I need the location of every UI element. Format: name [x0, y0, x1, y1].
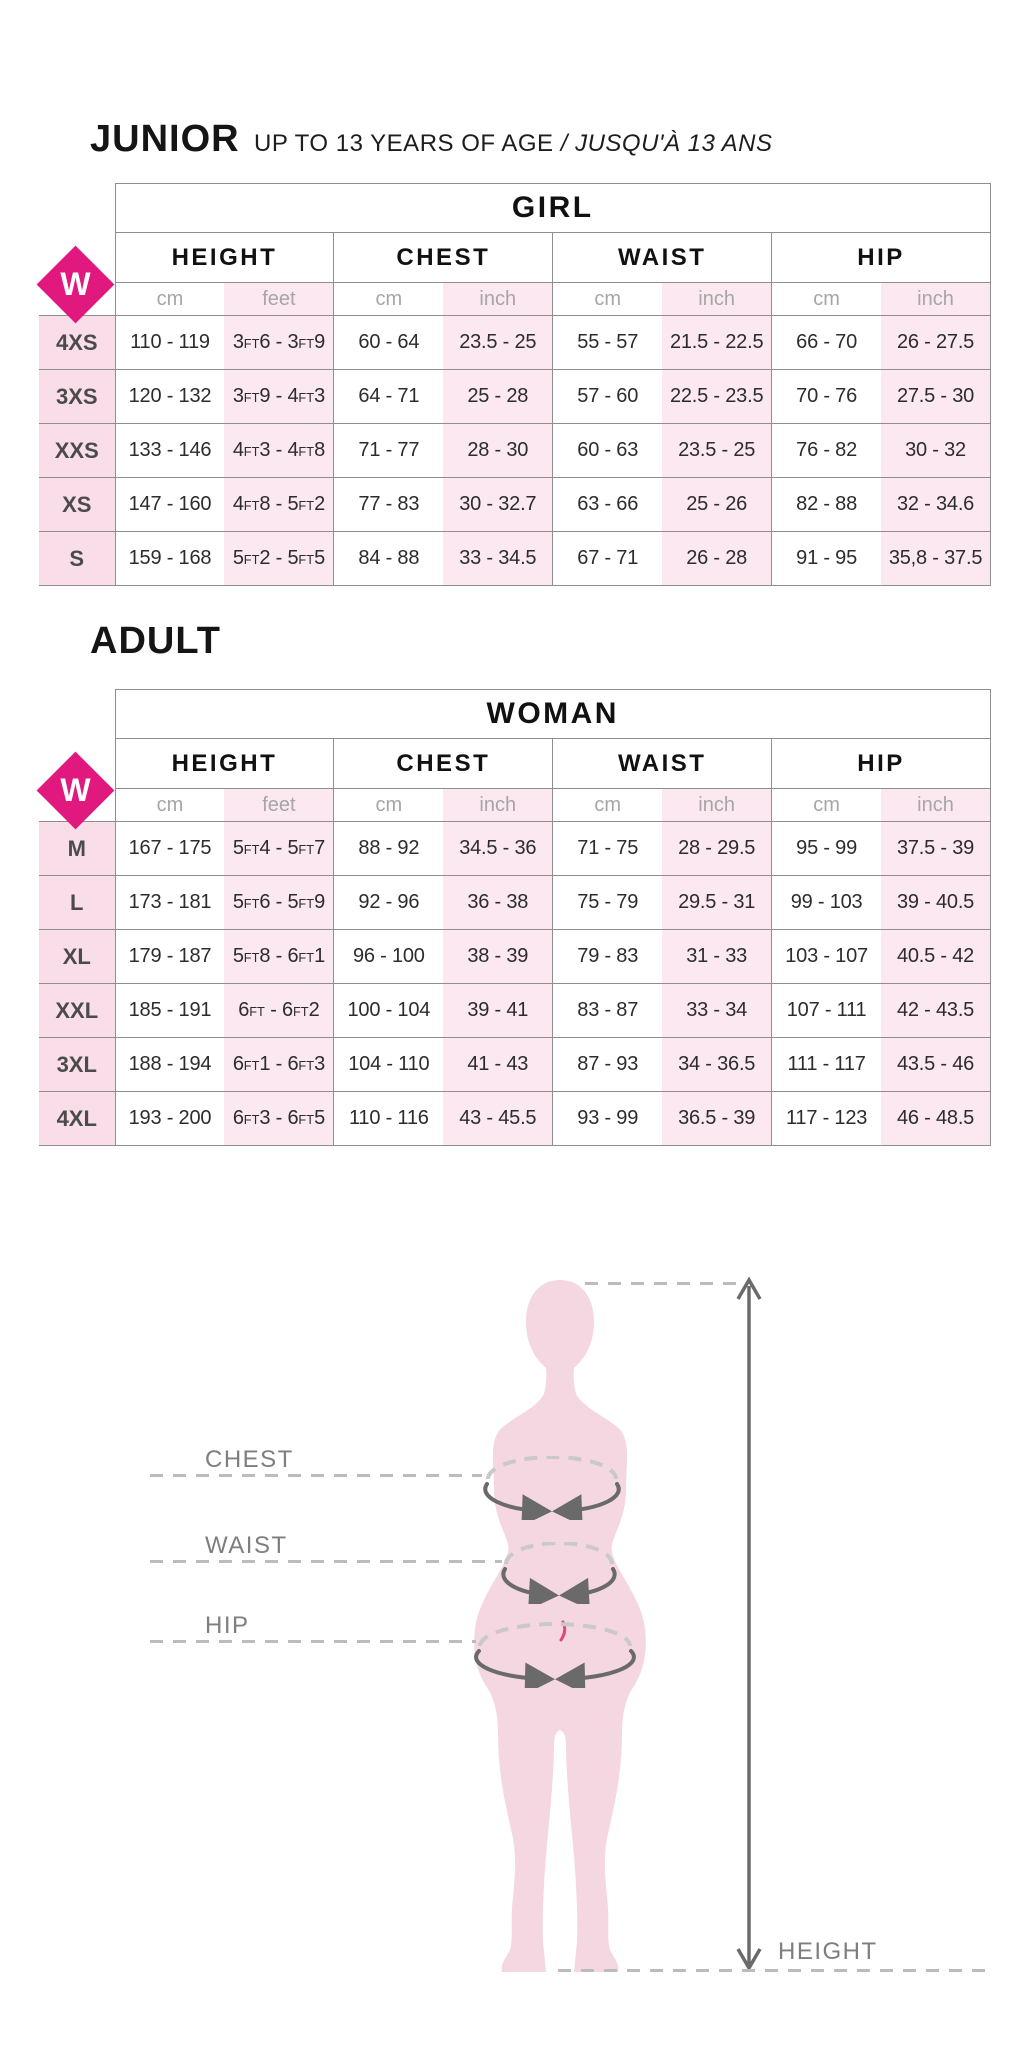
measurement-cell: 83 - 87 — [553, 984, 662, 1038]
measurement-cell: 77 - 83 — [334, 478, 443, 532]
size-row-l — [39, 876, 991, 930]
brand-logo-letter: W — [60, 266, 91, 302]
unit-header: cm — [115, 789, 224, 822]
measurement-cell: 39 - 40.5 — [881, 876, 990, 930]
brand-w-diamond-logo — [37, 752, 115, 830]
measurement-cell: 71 - 75 — [553, 822, 662, 876]
size-row-4xs — [39, 316, 991, 370]
measurement-cell: 159 - 168 — [115, 532, 224, 586]
measurement-cell: 33 - 34 — [662, 984, 771, 1038]
size-label: XS — [39, 478, 115, 532]
measurement-cell: 33 - 34.5 — [443, 532, 552, 586]
measurement-cell: 95 - 99 — [772, 822, 881, 876]
hip-label: HIP — [205, 1612, 250, 1639]
measurement-cell: 30 - 32 — [881, 424, 990, 478]
gutter-cell — [39, 690, 115, 739]
measurement-cell: 79 - 83 — [553, 930, 662, 984]
measurement-cell: 26 - 27.5 — [881, 316, 990, 370]
measurement-cell: 37.5 - 39 — [881, 822, 990, 876]
measurement-cell: 93 - 99 — [553, 1092, 662, 1146]
measurement-cell: 55 - 57 — [553, 316, 662, 370]
measurement-cell: 5FT6 - 5FT9 — [224, 876, 333, 930]
chest-measure-arrows-icon — [482, 1456, 622, 1525]
measurement-cell: 133 - 146 — [115, 424, 224, 478]
measurement-cell: 5FT2 - 5FT5 — [224, 532, 333, 586]
measurement-cell: 84 - 88 — [334, 532, 443, 586]
measurement-cell: 110 - 119 — [115, 316, 224, 370]
junior-girl-table-block — [39, 183, 991, 586]
measurement-cell: 25 - 26 — [662, 478, 771, 532]
adult-title: ADULT — [90, 620, 221, 662]
unit-header: inch — [662, 789, 771, 822]
measurement-cell: 107 - 111 — [772, 984, 881, 1038]
measurement-cell: 147 - 160 — [115, 478, 224, 532]
size-row-m — [39, 822, 991, 876]
unit-header: cm — [772, 789, 881, 822]
measurement-cell: 167 - 175 — [115, 822, 224, 876]
size-row-xs — [39, 478, 991, 532]
measurement-cell: 71 - 77 — [334, 424, 443, 478]
banner-row — [39, 184, 991, 233]
head-level-dash-line — [585, 1282, 745, 1285]
gutter-cell — [39, 184, 115, 233]
measurement-cell: 38 - 39 — [443, 930, 552, 984]
measurement-cell: 91 - 95 — [772, 532, 881, 586]
measurement-cell: 193 - 200 — [115, 1092, 224, 1146]
measurement-cell: 34.5 - 36 — [443, 822, 552, 876]
measurement-cell: 6FT - 6FT2 — [224, 984, 333, 1038]
measurement-cell: 5FT8 - 6FT1 — [224, 930, 333, 984]
measurement-cell: 66 - 70 — [772, 316, 881, 370]
measurement-cell: 23.5 - 25 — [443, 316, 552, 370]
unit-header: cm — [115, 283, 224, 316]
measurement-cell: 36.5 - 39 — [662, 1092, 771, 1146]
unit-header: inch — [662, 283, 771, 316]
unit-header: cm — [334, 283, 443, 316]
measurement-cell: 103 - 107 — [772, 930, 881, 984]
measurement-cell: 22.5 - 23.5 — [662, 370, 771, 424]
measurement-cell: 26 - 28 — [662, 532, 771, 586]
measurement-diagram — [0, 1274, 1032, 2004]
measurement-cell: 28 - 29.5 — [662, 822, 771, 876]
size-label: L — [39, 876, 115, 930]
column-group-hip: HIP — [772, 739, 991, 789]
unit-header: cm — [553, 789, 662, 822]
size-row-xxl — [39, 984, 991, 1038]
size-label: XL — [39, 930, 115, 984]
measurement-cell: 4FT3 - 4FT8 — [224, 424, 333, 478]
measurement-cell: 104 - 110 — [334, 1038, 443, 1092]
measurement-cell: 23.5 - 25 — [662, 424, 771, 478]
unit-header-row — [39, 283, 991, 316]
measurement-cell: 76 - 82 — [772, 424, 881, 478]
table-banner-woman: WOMAN — [115, 690, 991, 739]
size-row-3xs — [39, 370, 991, 424]
height-label: HEIGHT — [778, 1938, 878, 1965]
adult-heading — [90, 620, 1032, 663]
brand-logo-letter: W — [60, 772, 91, 808]
measurement-cell: 34 - 36.5 — [662, 1038, 771, 1092]
girl-table-body — [39, 316, 991, 586]
junior-title: JUNIOR — [90, 118, 240, 160]
adult-woman-table-block — [39, 689, 991, 1146]
banner-row — [39, 690, 991, 739]
hip-measure-arrows-icon — [474, 1622, 636, 1693]
height-arrow-icon — [734, 1274, 764, 1974]
measurement-cell: 6FT3 - 6FT5 — [224, 1092, 333, 1146]
junior-subtitle-en: UP TO 13 YEARS OF AGE — [254, 130, 554, 157]
unit-header: feet — [224, 283, 333, 316]
waist-label: WAIST — [205, 1532, 288, 1559]
column-group-height: HEIGHT — [115, 233, 334, 283]
measurement-cell: 6FT1 - 6FT3 — [224, 1038, 333, 1092]
column-group-chest: CHEST — [334, 739, 553, 789]
measurement-cell: 42 - 43.5 — [881, 984, 990, 1038]
measurement-cell: 43.5 - 46 — [881, 1038, 990, 1092]
measurement-cell: 39 - 41 — [443, 984, 552, 1038]
size-label: M — [39, 822, 115, 876]
measurement-cell: 111 - 117 — [772, 1038, 881, 1092]
unit-header: cm — [334, 789, 443, 822]
table-banner-girl: GIRL — [115, 184, 991, 233]
measurement-cell: 60 - 63 — [553, 424, 662, 478]
junior-subtitle-fr: JUSQU'À 13 ANS — [575, 130, 773, 157]
size-row-xl — [39, 930, 991, 984]
measurement-cell: 3FT6 - 3FT9 — [224, 316, 333, 370]
size-row-4xl — [39, 1092, 991, 1146]
size-row-s — [39, 532, 991, 586]
waist-dash-line — [150, 1560, 502, 1563]
measurement-cell: 4FT8 - 5FT2 — [224, 478, 333, 532]
measurement-cell: 185 - 191 — [115, 984, 224, 1038]
size-table-girl — [39, 183, 991, 586]
measurement-cell: 21.5 - 22.5 — [662, 316, 771, 370]
size-label: XXS — [39, 424, 115, 478]
measurement-cell: 46 - 48.5 — [881, 1092, 990, 1146]
measurement-cell: 28 - 30 — [443, 424, 552, 478]
measurement-cell: 30 - 32.7 — [443, 478, 552, 532]
measurement-cell: 63 - 66 — [553, 478, 662, 532]
measurement-cell: 179 - 187 — [115, 930, 224, 984]
measurement-cell: 40.5 - 42 — [881, 930, 990, 984]
junior-subtitle — [254, 130, 772, 158]
column-group-waist: WAIST — [553, 233, 772, 283]
measurement-cell: 87 - 93 — [553, 1038, 662, 1092]
measurement-cell: 64 - 71 — [334, 370, 443, 424]
measurement-cell: 3FT9 - 4FT3 — [224, 370, 333, 424]
chest-label: CHEST — [205, 1446, 294, 1473]
unit-header: inch — [881, 283, 990, 316]
junior-subtitle-separator: / — [560, 130, 568, 157]
measurement-cell: 70 - 76 — [772, 370, 881, 424]
column-group-hip: HIP — [772, 233, 991, 283]
size-label: 4XL — [39, 1092, 115, 1146]
column-group-waist: WAIST — [553, 739, 772, 789]
group-header-row — [39, 739, 991, 789]
size-label: S — [39, 532, 115, 586]
size-label: 4XS — [39, 316, 115, 370]
column-group-chest: CHEST — [334, 233, 553, 283]
size-row-xxs — [39, 424, 991, 478]
column-group-height: HEIGHT — [115, 739, 334, 789]
unit-header-row — [39, 789, 991, 822]
measurement-cell: 25 - 28 — [443, 370, 552, 424]
measurement-cell: 35,8 - 37.5 — [881, 532, 990, 586]
unit-header: inch — [443, 789, 552, 822]
unit-header: feet — [224, 789, 333, 822]
floor-dash-line — [558, 1969, 988, 1972]
size-table-woman — [39, 689, 991, 1146]
measurement-cell: 32 - 34.6 — [881, 478, 990, 532]
measurement-cell: 5FT4 - 5FT7 — [224, 822, 333, 876]
measurement-cell: 75 - 79 — [553, 876, 662, 930]
unit-header: cm — [772, 283, 881, 316]
unit-header: inch — [881, 789, 990, 822]
measurement-cell: 117 - 123 — [772, 1092, 881, 1146]
group-header-row — [39, 233, 991, 283]
measurement-cell: 92 - 96 — [334, 876, 443, 930]
measurement-cell: 188 - 194 — [115, 1038, 224, 1092]
measurement-cell: 96 - 100 — [334, 930, 443, 984]
measurement-cell: 100 - 104 — [334, 984, 443, 1038]
measurement-cell: 120 - 132 — [115, 370, 224, 424]
measurement-cell: 27.5 - 30 — [881, 370, 990, 424]
measurement-cell: 110 - 116 — [334, 1092, 443, 1146]
size-label: 3XL — [39, 1038, 115, 1092]
waist-measure-arrows-icon — [500, 1542, 618, 1609]
measurement-cell: 67 - 71 — [553, 532, 662, 586]
measurement-cell: 29.5 - 31 — [662, 876, 771, 930]
measurement-cell: 82 - 88 — [772, 478, 881, 532]
woman-table-body — [39, 822, 991, 1146]
unit-header: cm — [553, 283, 662, 316]
size-label: XXL — [39, 984, 115, 1038]
size-row-3xl — [39, 1038, 991, 1092]
measurement-cell: 99 - 103 — [772, 876, 881, 930]
hip-dash-line — [150, 1640, 476, 1643]
measurement-cell: 31 - 33 — [662, 930, 771, 984]
measurement-cell: 57 - 60 — [553, 370, 662, 424]
measurement-cell: 36 - 38 — [443, 876, 552, 930]
measurement-cell: 41 - 43 — [443, 1038, 552, 1092]
brand-w-diamond-logo — [37, 246, 115, 324]
chest-dash-line — [150, 1474, 482, 1477]
unit-header: inch — [443, 283, 552, 316]
size-label: 3XS — [39, 370, 115, 424]
measurement-cell: 43 - 45.5 — [443, 1092, 552, 1146]
measurement-cell: 60 - 64 — [334, 316, 443, 370]
measurement-cell: 173 - 181 — [115, 876, 224, 930]
measurement-cell: 88 - 92 — [334, 822, 443, 876]
junior-heading — [90, 118, 1032, 161]
